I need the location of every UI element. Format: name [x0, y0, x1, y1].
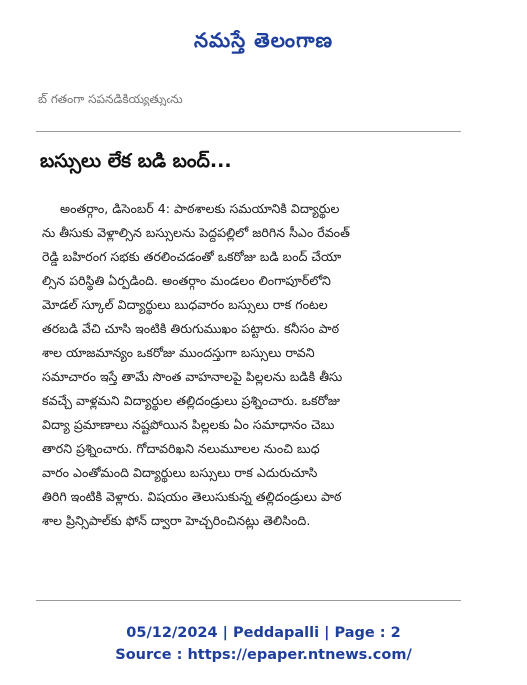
article-line: మోడల్ స్కూల్ విద్యార్థులు బుధవారం బస్సులు రాక గంటల [42, 297, 328, 312]
article-line: ల్సిన పరిస్థితి ఏర్పడింది. అంతర్గాం మండలం లింగాపూర్‌లోని [42, 273, 331, 288]
article-line: విద్యా ప్రమాణాలు నష్టపోయిన పిల్లలకు ఏం సమాధానం చెబు [42, 417, 335, 432]
article-line: తరబడి వేచి చూసి ఇంటికి తిరుగుముఖం పట్టారు. కనీసం పాఠ [42, 321, 340, 336]
article-line: శాల ప్రిన్సిపాల్‌కు ఫోన్ ద్వారా హెచ్చరించినట్లు తెలిసింది. [42, 513, 311, 528]
newspaper-masthead: నమస్తే తెలంగాణ [193, 28, 334, 52]
article-headline: బస్సులు లేక బడి బంద్... [40, 150, 232, 172]
article-line: ను తీసుకు వెళ్లాల్సిన బస్సులను పెద్దపల్లిలో జరిగిన సీఎం రేవంత్ [42, 225, 350, 240]
article-body [42, 197, 462, 533]
previous-article-cut-line: బ్ గతంగా సపనడికియ్యత్నుఁను [38, 92, 183, 106]
article-line: అంతర్గాం, డిసెంబర్ 4: పాఠశాలకు సమయానికి విద్యార్థుల [60, 201, 340, 216]
footer-date-edition: 05/12/2024 | Peddapalli | Page : 2 [126, 625, 401, 641]
article-line: సమాచారం ఇస్తే తామే సొంత వాహనాలపై పిల్లలను బడికి తీసు [42, 369, 343, 384]
top-divider [36, 131, 461, 132]
article-line: వారం ఎంతోమంది విద్యార్థులు బస్సులు రాక ఎదురుచూసి [42, 465, 318, 480]
footer-source: Source : https://epaper.ntnews.com/ [115, 647, 412, 663]
article-line: కవచ్చే వాళ్లమని విద్యార్థుల తల్లిదండ్రులు ప్రశ్నించారు. ఒకరోజు [42, 393, 340, 408]
article-line: తారని ప్రశ్నించారు. గోదావరిఖని నలుమూలల నుంచి బుధ [42, 441, 320, 456]
article-line: రెడ్డి బహిరంగ సభకు తరలించడంతో ఒకరోజు బడి బంద్ చేయా [42, 249, 342, 264]
bottom-divider [36, 600, 461, 601]
article-line: శాల యాజమాన్యం ఒకరోజు ముందస్తుగా బస్సులు రావని [42, 345, 315, 360]
article-line: తిరిగి ఇంటికి వెళ్లారు. విషయం తెలుసుకున్న తల్లిదండ్రులు పాఠ [42, 489, 342, 504]
